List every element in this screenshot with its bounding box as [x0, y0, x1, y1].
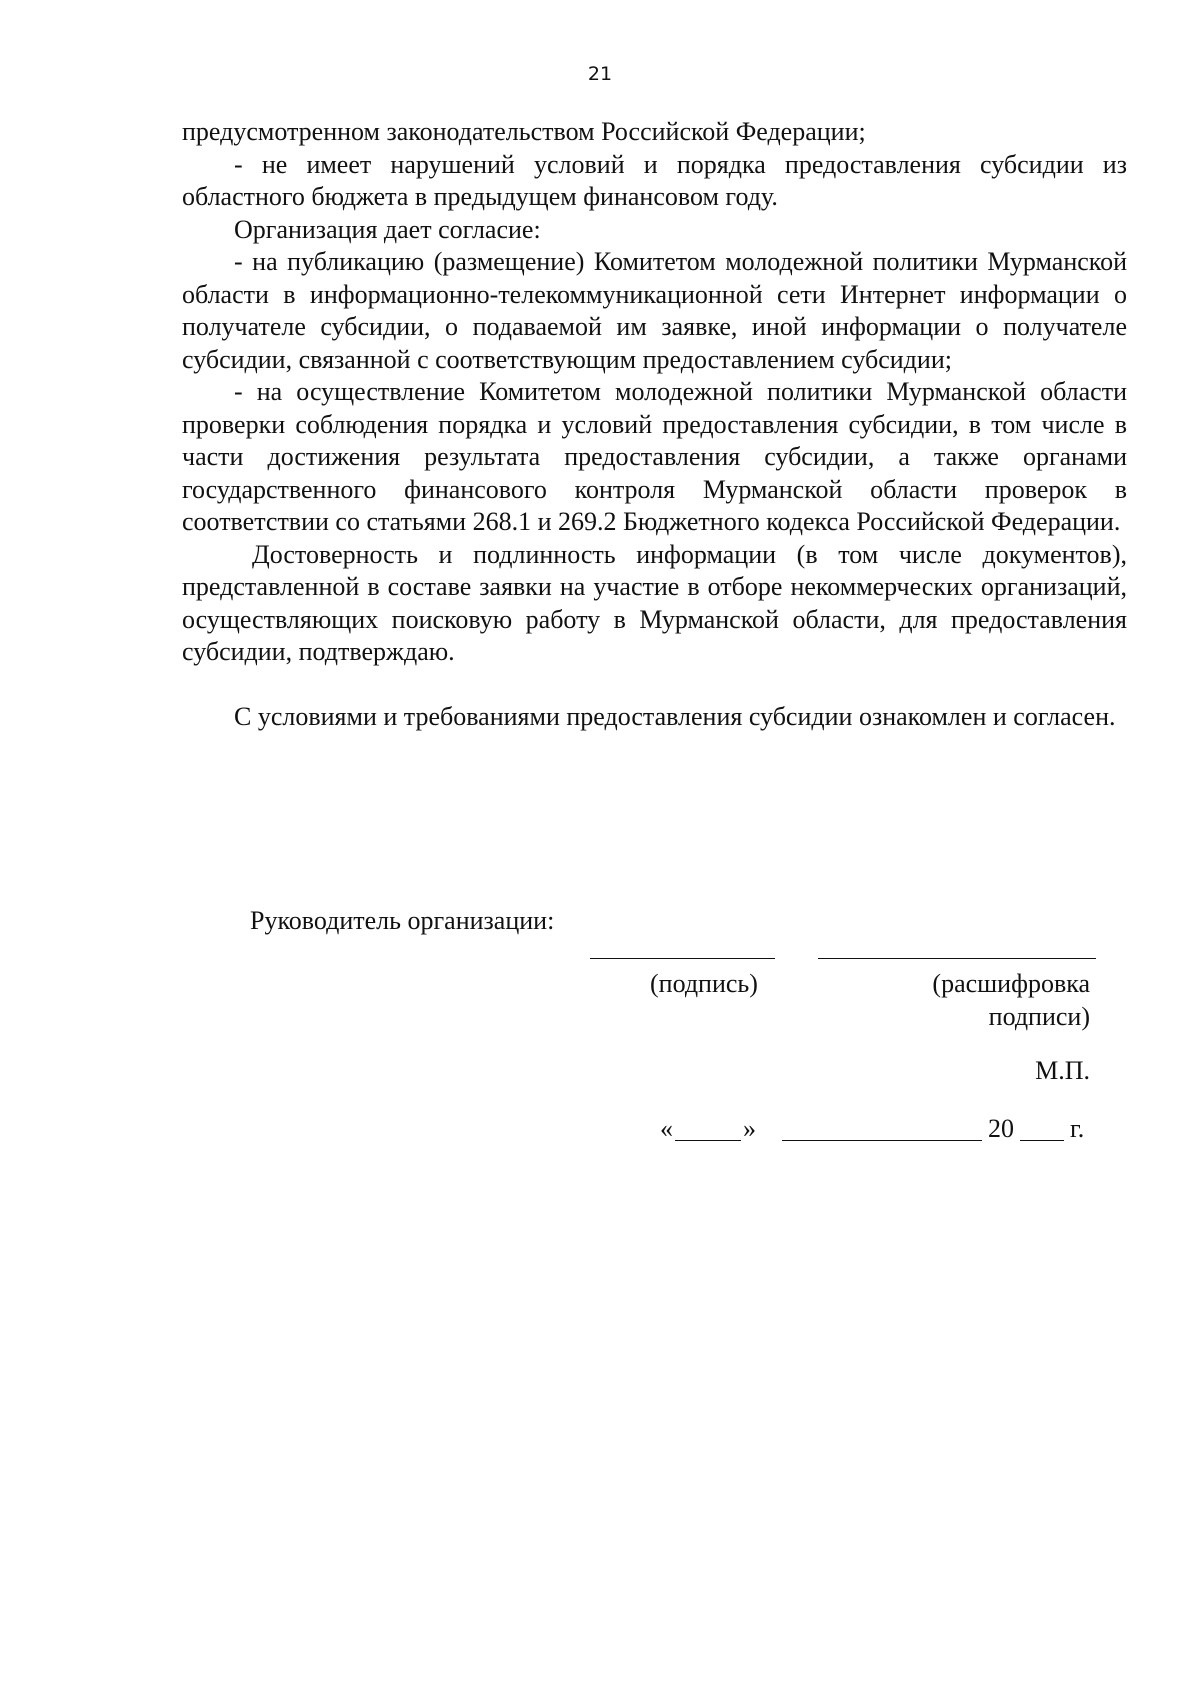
spacer [182, 669, 1127, 701]
decoding-caption [890, 968, 1090, 1033]
date-month-line [782, 1140, 982, 1141]
paragraph-consent-inspection: - на осуществление Комитетом молодежной политики Мурманской области проверки соблюдения порядка и условий предоставления субсидии, в том числе в части достижения результата предоставления субсидии, а также органами государственного финансового контроля Мурманской области проверок в соответствии со статьями 268.1 и 269.2 Бюджетного кодекса Российской Федерации. [182, 377, 1127, 536]
date-year-line [1020, 1140, 1064, 1141]
signature-label: Руководитель организации: [250, 906, 555, 935]
page-number: 21 [587, 63, 613, 85]
signature-decoding-line [818, 958, 1096, 959]
signature-line [590, 958, 775, 959]
date-year-suffix: г. [1070, 1114, 1085, 1143]
paragraph-no-violations: - не имеет нарушений условий и порядка предоставления субсидии из областного бюджета в предыдущем финансовом году. [182, 149, 1127, 211]
decoding-caption-line-1: (расшифровка [932, 969, 1090, 998]
paragraph-authenticity: Достоверность и подлинность информации (в том числе документов), представленной в составе заявки на участие в отборе некоммерческих организаций, осуществляющих поисковую работу в Мурманской области, для предоставления субсидии, подтверждаю. [182, 539, 1127, 666]
date-close-quote: » [743, 1114, 756, 1143]
document-body [182, 116, 1127, 733]
signature-caption: (подпись) [650, 969, 758, 998]
paragraph-continuation: предусмотренном законодательством Российской Федерации; [182, 117, 866, 146]
paragraph-consent-intro: Организация дает согласие: [234, 214, 541, 244]
date-day-line [675, 1140, 741, 1141]
stamp-placeholder: М.П. [1035, 1056, 1090, 1085]
date-year-prefix: 20 [988, 1114, 1014, 1143]
decoding-caption-line-2: подписи) [988, 1001, 1090, 1031]
paragraph-acknowledgement: С условиями и требованиями предоставления субсидии ознакомлен и согласен. [234, 701, 1116, 731]
date-open-quote: « [660, 1114, 673, 1143]
paragraph-consent-publication: - на публикацию (размещение) Комитетом молодежной политики Мурманской области в информационно-телекоммуникационной сети Интернет информации о получателе субсидии, о подаваемой им заявке, иной информации о получателе субсидии, связанной с соответствующим предоставлением субсидии; [182, 247, 1127, 374]
